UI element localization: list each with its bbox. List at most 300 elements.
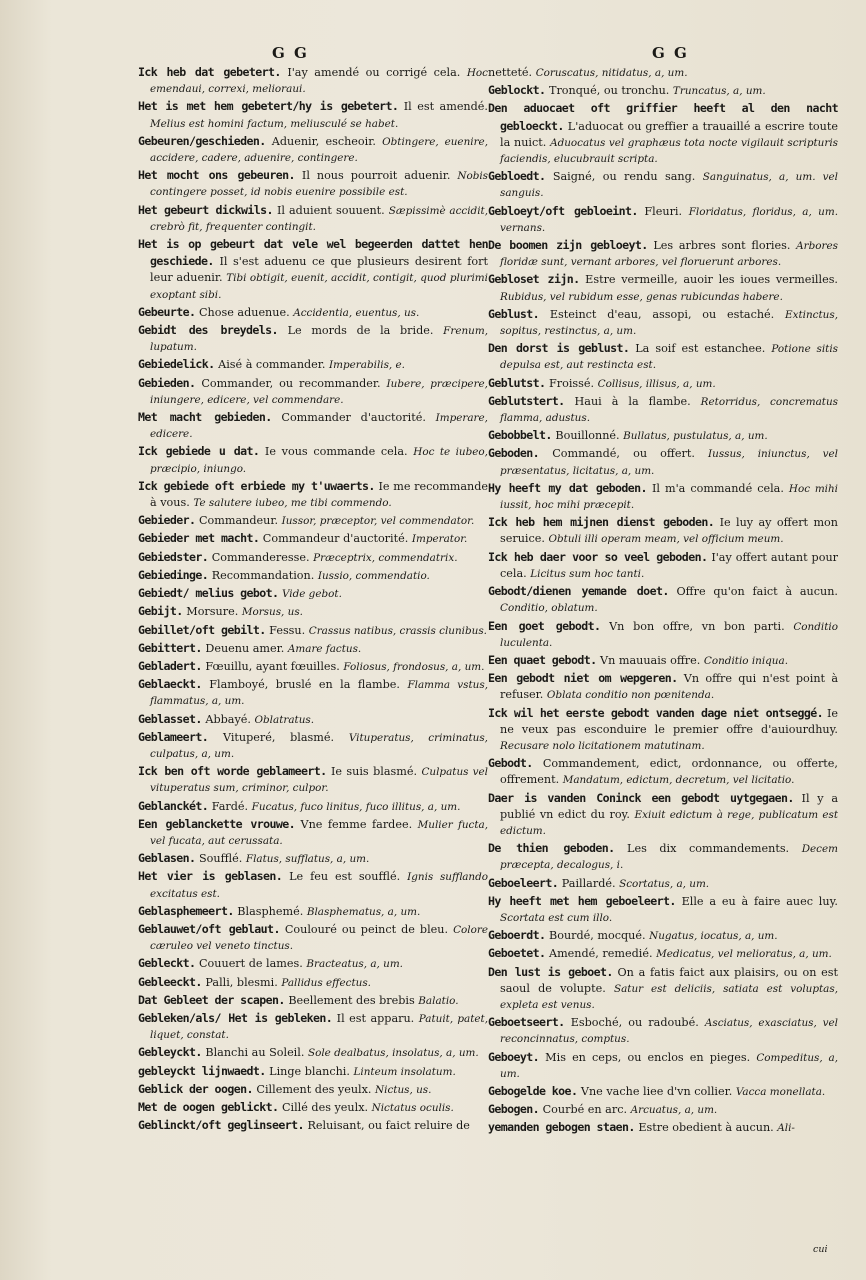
dutch-headword: Den aduocaet oft griffier heeft al den nacht gebloeckt. xyxy=(488,101,838,133)
french-gloss: Haui à la flambe. xyxy=(574,394,691,408)
french-gloss: Commandeur d'auctorité. xyxy=(262,532,409,546)
dictionary-entry xyxy=(488,945,838,962)
dictionary-entry xyxy=(488,583,838,616)
dictionary-entry xyxy=(138,1117,488,1134)
french-gloss: L'aduocat ou greffier a trauaillé a escrire toute la nuict. xyxy=(500,119,838,149)
dictionary-entry xyxy=(138,816,488,849)
latin-gloss: Nictatus oculis. xyxy=(371,1101,454,1114)
dutch-headword: Gebleyckt. xyxy=(138,1045,202,1060)
dutch-headword: De thien geboden. xyxy=(488,841,615,856)
dutch-headword: Gebieden. xyxy=(138,375,196,390)
dutch-headword: Gebidt des breydels. xyxy=(138,323,278,338)
dutch-headword: Geblanckét. xyxy=(138,798,209,813)
dictionary-entry xyxy=(138,512,488,529)
dictionary-entry xyxy=(138,236,488,303)
dictionary-entry xyxy=(138,640,488,657)
dictionary-entry xyxy=(488,1014,838,1047)
french-gloss: Morsure. xyxy=(186,605,239,619)
latin-gloss: Extinctus, sopitus, restinctus, a, um. xyxy=(500,308,839,338)
french-gloss: Commander, ou recommander. xyxy=(201,376,381,390)
french-gloss: Aisé à commander. xyxy=(218,358,326,372)
french-gloss: Ie ne veux pas esconduire le premier offre d'auiourdhuy. xyxy=(500,706,838,736)
dictionary-entry xyxy=(488,480,838,513)
dutch-headword: Ick gebiede u dat. xyxy=(138,444,260,459)
dictionary-entry xyxy=(138,622,488,639)
latin-gloss: Scortata est cum illo. xyxy=(500,911,613,924)
latin-gloss: Mulier fucta, vel fucata, aut cerussata. xyxy=(150,818,489,847)
dutch-headword: Gebloset zijn. xyxy=(488,272,580,287)
dutch-headword: Geboden. xyxy=(488,446,540,461)
latin-gloss: Melius est homini factum, meliusculé se habet. xyxy=(150,117,399,130)
latin-gloss: Asciatus, exasciatus, vel reconcinnatus, comptus. xyxy=(500,1017,839,1046)
dictionary-entry xyxy=(138,676,488,709)
french-gloss: Estre vermeille, auoir les ioues vermeilles. xyxy=(585,273,838,287)
dictionary-entry xyxy=(138,798,488,815)
french-gloss: Deuenu amer. xyxy=(205,641,285,655)
french-gloss: netteté. xyxy=(488,66,533,79)
french-gloss: Mis en ceps, ou enclos en pieges. xyxy=(545,1050,751,1064)
latin-gloss: Imperabilis, e. xyxy=(329,359,405,372)
french-gloss: Recommandation. xyxy=(211,568,315,582)
latin-gloss: Potione sitis depulsa est, aut restincta est. xyxy=(500,343,838,372)
dictionary-entry xyxy=(488,927,838,944)
dutch-headword: Gebieder. xyxy=(138,513,196,528)
latin-gloss: Sæpissimè accidit, crebrò fit, frequenter contingit. xyxy=(150,204,489,233)
dutch-headword: Gebladert. xyxy=(138,658,202,673)
french-gloss: Il aduient souuent. xyxy=(276,203,385,217)
dictionary-entry xyxy=(488,237,838,270)
dutch-headword: Ick wil het eerste gebodt vanden dage niet ontseggé. xyxy=(488,705,823,720)
dutch-headword: Geblasset. xyxy=(138,711,202,726)
french-gloss: Couuert de lames. xyxy=(198,957,303,971)
latin-gloss: Pallidus effectus. xyxy=(281,976,371,989)
dutch-headword: Gebiedinge. xyxy=(138,567,209,582)
latin-gloss: Iubere, præcipere, iniungere, edicere, vel commendare. xyxy=(150,377,488,406)
dutch-headword: Ick gebiede oft erbiede my t'uwaerts. xyxy=(138,478,375,493)
french-gloss: Offre qu'on faict à aucun. xyxy=(676,585,838,599)
latin-gloss: Satur est deliciis, satiata est voluptas, expleta est venus. xyxy=(500,982,839,1011)
right-column xyxy=(488,64,838,1138)
latin-gloss: Mandatum, edictum, decretum, vel licitatio. xyxy=(562,774,795,787)
latin-gloss: Fucatus, fuco linitus, fuco illitus, a, um. xyxy=(251,800,461,813)
dutch-headword: Den dorst is geblust. xyxy=(488,341,630,356)
dictionary-entry xyxy=(138,322,488,355)
dictionary-entry xyxy=(488,875,838,892)
dutch-headword: De boomen zijn gebloeyt. xyxy=(488,238,648,253)
dutch-headword: Gebleeckt. xyxy=(138,974,202,989)
dutch-headword: Gebiedt/ melius gebot. xyxy=(138,586,279,601)
latin-gloss: Morsus, us. xyxy=(241,606,303,619)
latin-gloss: Truncatus, a, um. xyxy=(672,85,766,98)
latin-gloss: Foliosus, frondosus, a, um. xyxy=(343,660,485,673)
dictionary-entry xyxy=(488,652,838,669)
dictionary-entry xyxy=(138,133,488,166)
dutch-headword: Dat Gebleet der scapen. xyxy=(138,992,285,1007)
french-gloss: Vituperé, blasmé. xyxy=(222,730,335,744)
dutch-headword: Gebittert. xyxy=(138,640,202,655)
dictionary-entry xyxy=(488,670,838,703)
dutch-headword: Gebogen. xyxy=(488,1102,540,1117)
dutch-headword: Ick heb daer voor so veel geboden. xyxy=(488,549,708,564)
french-gloss: Beellement des brebis xyxy=(288,993,415,1007)
dutch-headword: Ick heb hem mijnen dienst geboden. xyxy=(488,515,715,530)
latin-gloss: Recusare nolo licitationem matutinam. xyxy=(500,739,705,752)
dictionary-entry xyxy=(138,567,488,584)
dictionary-entry xyxy=(488,271,838,304)
dutch-headword: Geblauwet/oft geblaut. xyxy=(138,921,280,936)
french-gloss: I'ay offert autant pour cela. xyxy=(500,550,839,580)
french-gloss: Blanchi au Soleil. xyxy=(205,1046,305,1060)
french-gloss: Palli, blesmi. xyxy=(205,975,278,989)
dictionary-entry xyxy=(138,549,488,566)
dutch-headword: Geblutst. xyxy=(488,375,546,390)
dictionary-entry xyxy=(138,992,488,1009)
dictionary-entry xyxy=(138,1081,488,1098)
dictionary-entry xyxy=(138,478,488,511)
dictionary-entry xyxy=(138,530,488,547)
latin-gloss: Crassus natibus, crassis clunibus. xyxy=(308,624,487,637)
dutch-headword: gebleyckt lijnwaedt. xyxy=(138,1063,266,1078)
running-head-left: G G xyxy=(272,44,309,62)
french-gloss: Bouillonné. xyxy=(555,429,620,443)
dutch-headword: Gebiedster. xyxy=(138,549,209,564)
dutch-headword: Geboetet. xyxy=(488,946,546,961)
french-gloss: Il s'est aduenu ce que plusieurs desirent fort leur aduenir. xyxy=(150,255,488,285)
french-gloss: Fardé. xyxy=(211,799,249,813)
french-gloss: Cillement des yeulx. xyxy=(256,1082,372,1096)
latin-gloss: Compeditus, a, um. xyxy=(500,1051,839,1080)
dutch-headword: Geblameert. xyxy=(138,729,209,744)
french-gloss: Courbé en arc. xyxy=(542,1103,628,1117)
dictionary-entry xyxy=(138,585,488,602)
french-gloss: Tronqué, ou tronchu. xyxy=(548,84,670,98)
dictionary-entry xyxy=(488,64,838,81)
french-gloss: Amendé, remedié. xyxy=(548,947,653,961)
latin-gloss: Flatus, sufflatus, a, um. xyxy=(245,853,370,866)
latin-gloss: Hoc te iubeo, præcipio, iniungo. xyxy=(150,446,488,475)
french-gloss: Commandeur. xyxy=(198,514,279,528)
dutch-headword: Hy heeft my dat geboden. xyxy=(488,480,647,495)
french-gloss: Fessu. xyxy=(269,623,306,637)
dictionary-entry xyxy=(488,427,838,444)
dictionary-entry xyxy=(138,711,488,728)
dutch-headword: Een quaet gebodt. xyxy=(488,652,597,667)
dictionary-entry xyxy=(138,202,488,235)
latin-gloss: Colore cæruleo vel veneto tinctus. xyxy=(150,923,488,953)
latin-gloss: Nictus, us. xyxy=(375,1083,432,1096)
dictionary-entry xyxy=(488,393,838,426)
french-gloss: Aduenir, escheoir. xyxy=(271,134,376,148)
dictionary-entry xyxy=(138,974,488,991)
dutch-headword: Geblaeckt. xyxy=(138,677,202,692)
latin-gloss: Oblatratus. xyxy=(254,713,315,726)
latin-gloss: Arbores floridæ sunt, vernant arbores, vel floruerunt arbores. xyxy=(500,240,838,269)
french-gloss: Elle a eu à faire auec luy. xyxy=(681,894,838,908)
latin-gloss: Tibi obtigit, euenit, accidit, contigit, quod plurimi exoptant sibi. xyxy=(150,272,488,301)
french-gloss: Coulouré ou peinct de bleu. xyxy=(284,922,449,936)
latin-gloss: Rubidus, vel rubidum esse, genas rubicundas habere. xyxy=(500,290,783,303)
latin-gloss: Coruscatus, nitidatus, a, um. xyxy=(535,67,688,79)
dictionary-entry xyxy=(138,868,488,901)
french-gloss: Vne femme fardee. xyxy=(300,817,413,831)
latin-gloss: Amare factus. xyxy=(287,642,362,655)
french-gloss: Ie vous commande cela. xyxy=(264,445,408,459)
french-gloss: Il est amendé. xyxy=(403,100,488,114)
dutch-headword: Geblockt. xyxy=(488,83,546,98)
dictionary-entry xyxy=(488,893,838,926)
latin-gloss: Imperator. xyxy=(411,533,468,546)
french-gloss: Commanderesse. xyxy=(211,550,310,564)
french-gloss: Saigné, ou rendu sang. xyxy=(552,170,696,184)
french-gloss: Estre obedient à aucun. xyxy=(638,1121,774,1135)
dutch-headword: Het gebeurt dickwils. xyxy=(138,202,273,217)
dutch-headword: Geblinckt/oft geglinseert. xyxy=(138,1118,304,1133)
french-gloss: Il est apparu. xyxy=(336,1011,415,1025)
french-gloss: Ie luy ay offert mon seruice. xyxy=(500,516,838,546)
latin-gloss: Arcuatus, a, um. xyxy=(630,1104,718,1117)
french-gloss: Vne vache liee d'vn collier. xyxy=(580,1084,733,1098)
dutch-headword: Ick heb dat gebetert. xyxy=(138,65,281,79)
dictionary-entry xyxy=(138,903,488,920)
latin-gloss: Blasphematus, a, um. xyxy=(306,905,421,918)
dictionary-entry xyxy=(488,375,838,392)
dictionary-entry xyxy=(138,356,488,373)
dutch-headword: Gebijt. xyxy=(138,604,183,619)
latin-gloss: Balatio. xyxy=(418,994,459,1007)
french-gloss: Esboché, ou radoubé. xyxy=(570,1016,699,1030)
french-gloss: Reluisant, ou faict reluire de xyxy=(307,1119,470,1133)
french-gloss: Linge blanchi. xyxy=(269,1064,350,1078)
dictionary-entry xyxy=(488,618,838,651)
dutch-headword: Geblasphemeert. xyxy=(138,903,234,918)
latin-gloss: Licitus sum hoc tanti. xyxy=(530,567,645,580)
latin-gloss: Nugatus, iocatus, a, um. xyxy=(649,930,778,943)
latin-gloss: Culpatus vel vituperatus sum, criminor, culpor. xyxy=(150,766,488,795)
dictionary-entry xyxy=(138,64,488,97)
latin-gloss: Sole dealbatus, insolatus, a, um. xyxy=(307,1047,479,1060)
latin-gloss: Patuit, patet, liquet, constat. xyxy=(150,1012,488,1042)
french-gloss: On a fatis faict aux plaisirs, ou on est saoul de volupte. xyxy=(500,965,838,995)
dictionary-entry xyxy=(488,203,838,236)
dictionary-entry xyxy=(488,840,838,873)
dictionary-entry xyxy=(488,1049,838,1082)
dutch-headword: Den lust is geboet. xyxy=(488,964,613,979)
dutch-headword: Het is op gebeurt dat vele wel begeerden dattet hen geschiede. xyxy=(138,237,488,269)
dutch-headword: Gebogelde koe. xyxy=(488,1083,578,1098)
french-gloss: Vn offre qui n'est point à refuser. xyxy=(500,672,838,702)
dutch-headword: Geboeleert. xyxy=(488,875,559,890)
dictionary-entry xyxy=(138,850,488,867)
french-gloss: I'ay amendé ou corrigé cela. xyxy=(287,66,461,79)
latin-gloss: Ignis sufflando excitatus est. xyxy=(150,871,489,900)
latin-gloss: Hoc emendaui, correxi, melioraui. xyxy=(150,67,488,96)
dictionary-entry xyxy=(488,549,838,582)
latin-gloss: Exiuit edictum à rege, publicatum est edictum. xyxy=(500,808,838,837)
latin-gloss: Iussus, iniunctus, vel præsentatus, licitatus, a, um. xyxy=(500,448,838,477)
dictionary-entry xyxy=(488,790,838,840)
latin-gloss: Bracteatus, a, um. xyxy=(306,958,403,971)
dictionary-entry xyxy=(138,1044,488,1061)
dictionary-entry xyxy=(488,340,838,373)
french-gloss: Fleuri. xyxy=(644,204,683,218)
latin-gloss: Conditio iniqua. xyxy=(703,654,789,667)
dutch-headword: Geblasen. xyxy=(138,851,196,866)
latin-gloss: Iussio, commendatio. xyxy=(317,569,430,582)
latin-gloss: Frenum, lupatum. xyxy=(150,325,489,354)
catchword: cui xyxy=(813,1244,828,1255)
french-gloss: Les arbres sont flories. xyxy=(653,239,791,253)
french-gloss: Soufflé. xyxy=(198,852,243,866)
latin-gloss: Conditio luculenta. xyxy=(500,620,838,649)
dutch-headword: Hy heeft met hem geboeleert. xyxy=(488,893,676,908)
latin-gloss: Floridatus, floridus, a, um. vernans. xyxy=(500,205,839,234)
dictionary-entry xyxy=(138,763,488,796)
french-gloss: Commandement, edict, ordonnance, ou offerte, offrement. xyxy=(500,757,838,787)
dutch-headword: Geblick der oogen. xyxy=(138,1081,253,1096)
dutch-headword: Met de oogen geblickt. xyxy=(138,1099,279,1114)
dutch-headword: Een gebodt niet om wepgeren. xyxy=(488,671,678,686)
dutch-headword: Een geblanckette vrouwe. xyxy=(138,816,296,831)
latin-gloss: Hoc mihi iussit, hoc mihi præcepit. xyxy=(500,482,839,512)
latin-gloss: Accidentia, euentus, us. xyxy=(293,306,420,319)
french-gloss: Blasphemé. xyxy=(237,904,304,918)
latin-gloss: Sanguinatus, a, um. vel sanguis. xyxy=(500,171,838,200)
dutch-headword: Een goet gebodt. xyxy=(488,618,601,633)
dutch-headword: Gebloedt. xyxy=(488,169,546,184)
dictionary-entry xyxy=(488,82,838,99)
french-gloss: Paillardé. xyxy=(561,876,616,890)
dictionary-entry xyxy=(138,1099,488,1116)
latin-gloss: Retorridus, concrematus flamma, adustus. xyxy=(500,395,838,425)
dutch-headword: Gebiedelick. xyxy=(138,357,215,372)
french-gloss: Le mords de la bride. xyxy=(287,324,434,338)
dutch-headword: Gebodt/dienen yemande doet. xyxy=(488,584,669,599)
french-gloss: Froissé. xyxy=(548,376,595,390)
running-head-right: G G xyxy=(652,44,689,62)
dictionary-entry xyxy=(138,955,488,972)
french-gloss: Flamboyé, bruslé en la flambe. xyxy=(209,678,400,692)
dutch-headword: Ick ben oft worde geblameert. xyxy=(138,764,327,779)
french-gloss: Il nous pourroit aduenir. xyxy=(301,169,451,183)
dutch-headword: Gebieder met macht. xyxy=(138,531,260,546)
dictionary-entry xyxy=(138,1063,488,1080)
french-gloss: Commandé, ou offert. xyxy=(552,447,695,461)
dutch-headword: Daer is vanden Coninck een gebodt uytgegaen. xyxy=(488,790,794,805)
dutch-headword: Gebloeyt/oft gebloeint. xyxy=(488,203,638,218)
left-column xyxy=(138,64,488,1135)
latin-gloss: Medicatus, vel melioratus, a, um. xyxy=(656,948,832,961)
dictionary-entry xyxy=(488,1083,838,1100)
dictionary-entry xyxy=(138,167,488,200)
latin-gloss: Oblata conditio non pœnitenda. xyxy=(546,689,715,702)
dutch-headword: Gebleken/als/ Het is gebleken. xyxy=(138,1010,333,1025)
latin-gloss: Conditio, oblatum. xyxy=(500,602,598,615)
french-gloss: La soif est estanchee. xyxy=(635,342,766,356)
dictionary-entry xyxy=(138,1010,488,1043)
dictionary-entry xyxy=(488,306,838,339)
dutch-headword: Gebillet/oft gebilt. xyxy=(138,622,266,637)
french-gloss: Ie suis blasmé. xyxy=(330,765,418,779)
latin-gloss: Obtingere, euenire, accidere, cadere, aduenire, contingere. xyxy=(150,135,489,165)
dictionary-entry xyxy=(488,1119,838,1136)
latin-gloss: Collisus, illisus, a, um. xyxy=(597,377,716,390)
latin-gloss: Linteum insolatum. xyxy=(353,1065,456,1078)
dictionary-entry xyxy=(488,755,838,788)
latin-gloss: Te salutere iubeo, me tibi commendo. xyxy=(193,497,392,510)
dutch-headword: Het vier is geblasen. xyxy=(138,869,283,884)
french-gloss: Bourdé, mocqué. xyxy=(548,929,646,943)
dictionary-entry xyxy=(138,729,488,762)
french-gloss: Le feu est soufflé. xyxy=(289,870,401,884)
dutch-headword: Gebobbelt. xyxy=(488,428,552,443)
dutch-headword: yemanden gebogen staen. xyxy=(488,1120,635,1135)
dictionary-entry xyxy=(138,409,488,442)
dutch-headword: Het is met hem gebetert/hy is gebetert. xyxy=(138,99,399,114)
latin-gloss: Præceptrix, commendatrix. xyxy=(313,551,458,564)
french-gloss: Commander d'auctorité. xyxy=(281,411,426,425)
french-gloss: Abbayé. xyxy=(205,712,251,726)
dictionary-entry xyxy=(488,100,838,167)
dutch-headword: Gebeurte. xyxy=(138,304,196,319)
french-gloss: Vn mauuais offre. xyxy=(600,653,701,667)
latin-gloss: Scortatus, a, um. xyxy=(619,877,710,890)
dutch-headword: Geboetseert. xyxy=(488,1015,565,1030)
dictionary-entry xyxy=(488,168,838,201)
dictionary-entry xyxy=(138,443,488,476)
dictionary-entry xyxy=(138,375,488,408)
dictionary-entry xyxy=(488,964,838,1014)
french-gloss: Les dix commandements. xyxy=(627,842,790,856)
french-gloss: Ie me recommande à vous. xyxy=(150,479,488,510)
dictionary-entry xyxy=(488,1101,838,1118)
latin-gloss: Obtuli illi operam meam, vel officium meum. xyxy=(548,533,784,546)
latin-gloss: Vacca monellata. xyxy=(735,1085,826,1098)
french-gloss: Vn bon offre, vn bon parti. xyxy=(609,619,785,633)
latin-gloss: Iussor, præceptor, vel commendator. xyxy=(281,515,475,528)
latin-gloss: Flamma vstus, flammatus, a, um. xyxy=(150,679,488,708)
dutch-headword: Geboeyt. xyxy=(488,1049,540,1064)
french-gloss: Fœuillu, ayant fœuilles. xyxy=(205,659,340,673)
dictionary-entry xyxy=(138,98,488,131)
latin-gloss: Vituperatus, criminatus, culpatus, a, um. xyxy=(150,731,488,760)
french-gloss: Il y a publié vn edict du roy. xyxy=(500,791,838,821)
dutch-headword: Geboerdt. xyxy=(488,928,546,943)
latin-gloss: Nobis contingere posset, id nobis euenire possibile est. xyxy=(150,170,489,199)
latin-gloss: Ali- xyxy=(777,1122,795,1135)
dictionary-entry xyxy=(138,658,488,675)
dutch-headword: Gebodt. xyxy=(488,756,533,771)
dutch-headword: Met macht gebieden. xyxy=(138,410,272,425)
dutch-headword: Gebleckt. xyxy=(138,956,196,971)
dutch-headword: Geblust. xyxy=(488,306,540,321)
dutch-headword: Gebeuren/geschieden. xyxy=(138,133,266,148)
latin-gloss: Bullatus, pustulatus, a, um. xyxy=(623,430,768,443)
french-gloss: Esteinct d'eau, assopi, ou estaché. xyxy=(549,307,775,321)
dictionary-entry xyxy=(488,445,838,478)
french-gloss: Chose aduenue. xyxy=(198,305,290,319)
latin-gloss: Vide gebot. xyxy=(281,588,342,601)
dictionary-entry xyxy=(138,304,488,321)
dictionary-entry xyxy=(488,514,838,547)
latin-gloss: Aduocatus vel graphæus tota nocte vigilauit scripturis faciendis, elucubrauit scripta. xyxy=(500,136,838,166)
dictionary-entry xyxy=(138,603,488,620)
dictionary-entry xyxy=(488,705,838,755)
latin-gloss: Decem præcepta, decalogus, i. xyxy=(500,843,838,872)
dictionary-entry xyxy=(138,921,488,954)
french-gloss: Cillé des yeulx. xyxy=(281,1100,369,1114)
french-gloss: Il m'a commandé cela. xyxy=(651,481,784,495)
dutch-headword: Geblutstert. xyxy=(488,393,565,408)
